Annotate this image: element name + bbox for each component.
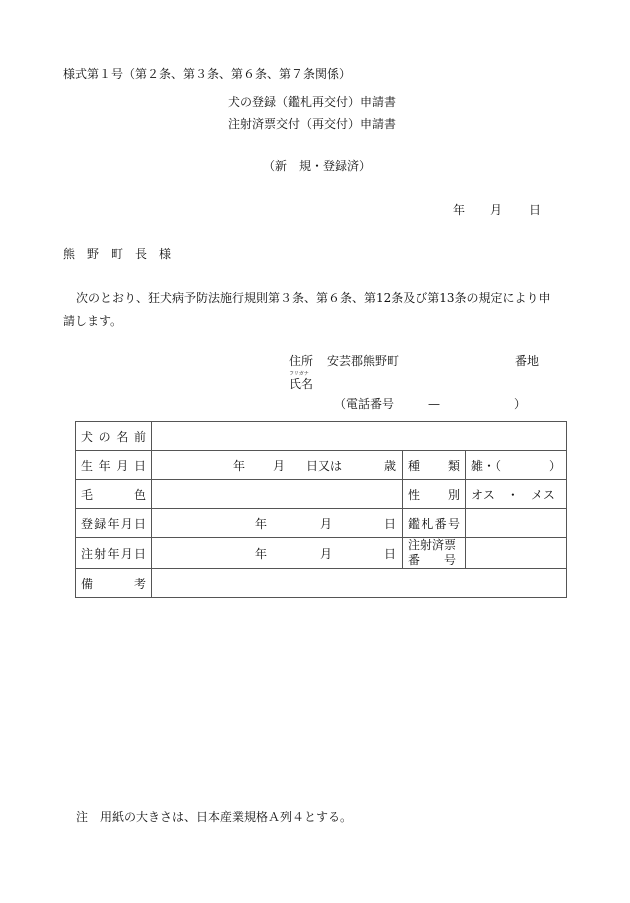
- row-registration-date: [76, 509, 567, 538]
- address-value[interactable]: 安芸郡熊野町: [327, 354, 400, 368]
- row-notes: [76, 569, 567, 598]
- reg-day: 日: [383, 516, 396, 531]
- notes-field[interactable]: [152, 569, 567, 598]
- vacc-month: 月: [319, 546, 332, 561]
- phone-open: （電話番号: [334, 397, 395, 411]
- vacc-ticket-field[interactable]: [466, 538, 567, 569]
- vacc-ticket-label-2: 番 号: [408, 553, 457, 567]
- date-day: 日: [529, 203, 542, 217]
- form-number: 様式第１号（第２条、第３条、第６条、第７条関係）: [63, 67, 352, 81]
- reg-date-label: 登録年月日: [76, 509, 152, 538]
- tag-number-field[interactable]: [466, 509, 567, 538]
- coat-label: 毛色: [76, 480, 152, 509]
- vacc-date-label: 注射年月日: [76, 538, 152, 569]
- body-text-line-1: 次のとおり、狂犬病予防法施行規則第３条、第６条、第12条及び第13条の規定により申: [76, 291, 551, 305]
- birth-label: 生年月日: [76, 451, 152, 480]
- sex-field[interactable]: オス ・ メス: [466, 480, 567, 509]
- row-vaccination: [76, 538, 567, 569]
- application-type: （新 規・登録済）: [263, 159, 372, 173]
- birth-age: 歳: [383, 458, 396, 473]
- title-line-1: 犬の登録（鑑札再交付）申請書: [228, 95, 397, 109]
- name-label: 氏名: [289, 377, 314, 391]
- row-birth: [76, 451, 567, 480]
- tag-number-label: 鑑札番号: [403, 509, 466, 538]
- row-coat: [76, 480, 567, 509]
- date-year: 年: [453, 203, 466, 217]
- phone-close: ）: [514, 397, 527, 411]
- birth-month: 月: [272, 458, 285, 473]
- footnote: 注 用紙の大きさは、日本産業規格Ａ列４とする。: [76, 810, 353, 824]
- vacc-ticket-label-1: 注射済票: [408, 538, 457, 552]
- addressee: 熊 野 町 長 様: [63, 247, 172, 261]
- breed-label: 種類: [403, 451, 466, 480]
- notes-label: 備考: [76, 569, 152, 598]
- birth-year: 年: [232, 458, 245, 473]
- coat-field[interactable]: [152, 480, 403, 509]
- breed-field[interactable]: 雑・（ ）: [466, 451, 567, 480]
- address-suffix: 番地: [515, 354, 540, 368]
- reg-date-field[interactable]: [152, 509, 403, 538]
- row-dog-name: [76, 422, 567, 451]
- date-month: 月: [490, 203, 503, 217]
- vacc-year: 年: [254, 546, 267, 561]
- sex-label: 性別: [403, 480, 466, 509]
- vacc-day: 日: [383, 546, 396, 561]
- vacc-date-field[interactable]: [152, 538, 403, 569]
- address-label: 住所: [289, 354, 314, 368]
- dog-registration-table: [75, 421, 567, 598]
- dog-name-field[interactable]: [152, 422, 567, 451]
- reg-year: 年: [254, 516, 267, 531]
- title-line-2: 注射済票交付（再交付）申請書: [228, 117, 397, 131]
- vacc-ticket-label: [403, 538, 466, 569]
- birth-field[interactable]: [152, 451, 403, 480]
- reg-month: 月: [319, 516, 332, 531]
- phone-dash: —: [428, 397, 440, 411]
- furigana-label: フリガナ: [289, 371, 309, 377]
- dog-name-label: 犬の名前: [76, 422, 152, 451]
- body-text-line-2: 請します。: [63, 314, 123, 328]
- birth-day-or: 日又は: [305, 458, 342, 473]
